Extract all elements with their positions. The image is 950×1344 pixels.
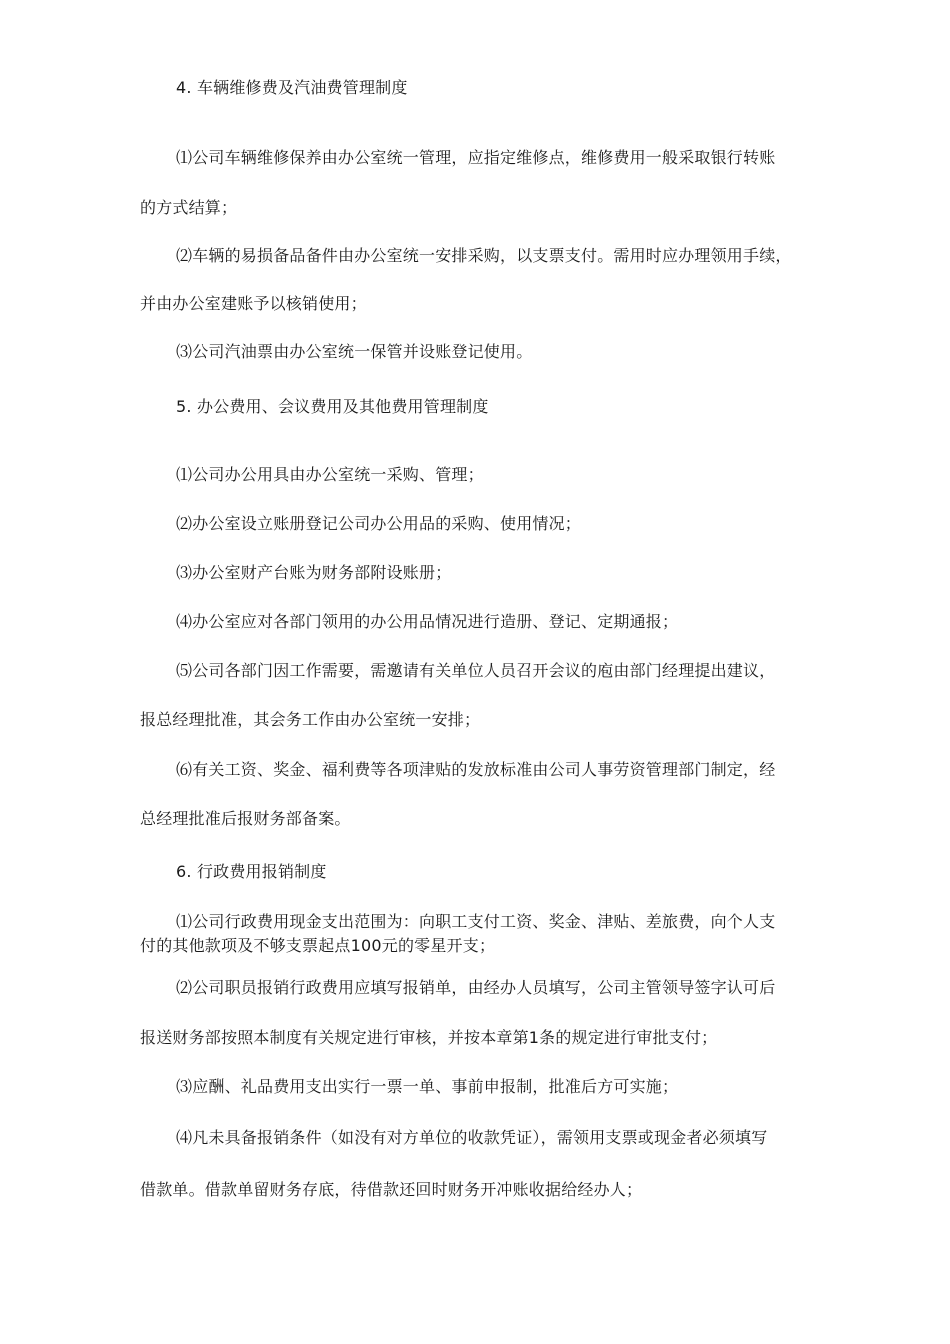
paragraph-line: 的方式结算； — [140, 198, 238, 217]
paragraph-line: 并由办公室建账予以核销使用； — [140, 294, 367, 313]
paragraph-line: ⑵公司职员报销行政费用应填写报销单，由经办人员填写，公司主管领导签字认可后 — [176, 978, 776, 997]
paragraph-line: 报总经理批准，其会务工作由办公室统一安排； — [140, 710, 481, 729]
paragraph-line: ⑴公司行政费用现金支出范围为：向职工支付工资、奖金、津贴、差旅费，向个人支 — [176, 912, 776, 931]
section-heading-4: 4. 车辆维修费及汽油费管理制度 — [176, 78, 408, 97]
paragraph-line: 借款单。借款单留财务存底，待借款还回时财务开冲账收据给经办人； — [140, 1180, 643, 1199]
paragraph-line: 报送财务部按照本制度有关规定进行审核，并按本章第1条的规定进行审批支付； — [140, 1028, 718, 1047]
section-heading-5: 5. 办公费用、会议费用及其他费用管理制度 — [176, 397, 489, 416]
paragraph-line: ⑵车辆的易损备品备件由办公室统一安排采购，以支票支付。需用时应办理领用手续， — [176, 246, 792, 265]
paragraph-line: ⑶办公室财产台账为财务部附设账册； — [176, 563, 452, 582]
paragraph-line: ⑸公司各部门因工作需要，需邀请有关单位人员召开会议的庖由部门经理提出建议， — [176, 661, 776, 680]
paragraph-line: 总经理批准后报财务部备案。 — [140, 809, 351, 828]
paragraph-line: ⑷办公室应对各部门领用的办公用品情况进行造册、登记、定期通报； — [176, 612, 679, 631]
paragraph-line: ⑹有关工资、奖金、福利费等各项津贴的发放标准由公司人事劳资管理部门制定，经 — [176, 760, 776, 779]
paragraph-line: ⑴公司办公用具由办公室统一采购、管理； — [176, 465, 484, 484]
paragraph-line: ⑵办公室设立账册登记公司办公用品的采购、使用情况； — [176, 514, 582, 533]
paragraph-line: ⑷凡未具备报销条件（如没有对方单位的收款凭证），需领用支票或现金者必须填写 — [176, 1128, 768, 1147]
section-heading-6: 6. 行政费用报销制度 — [176, 862, 327, 881]
paragraph-line: 付的其他款项及不够支票起点100元的零星开支； — [140, 936, 496, 955]
paragraph-line: ⑶公司汽油票由办公室统一保管并设账登记使用。 — [176, 342, 533, 361]
paragraph-line: ⑴公司车辆维修保养由办公室统一管理，应指定维修点，维修费用一般采取银行转账 — [176, 148, 776, 167]
paragraph-line: ⑶应酬、礼品费用支出实行一票一单、事前申报制，批准后方可实施； — [176, 1077, 679, 1096]
